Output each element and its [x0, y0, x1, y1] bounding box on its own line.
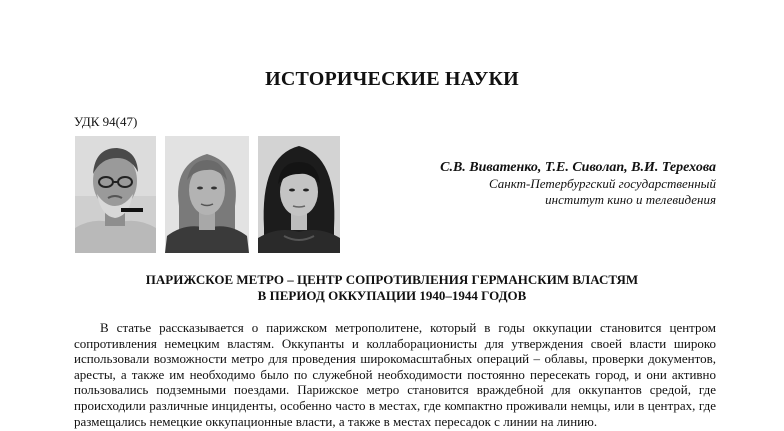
udk-code: УДК 94(47): [74, 114, 138, 129]
article-title: [0, 272, 784, 304]
author-portrait-woman-dark-hair-icon: [258, 136, 340, 253]
section-title: ИСТОРИЧЕСКИЕ НАУКИ: [265, 68, 519, 90]
author-names: С.В. Виватенко, Т.Е. Сиволап, В.И. Терехова: [440, 160, 716, 175]
affiliation-line-2: институт кино и телевидения: [545, 192, 716, 207]
author-block: [440, 160, 716, 208]
abstract-paragraph: В статье рассказывается о парижском метрополитене, который в годы оккупации становится центром сопротивления немецким властям. Оккупанты и коллаборационисты для утверждения своей власти широко использовали возможности метро для проведения широкомасштабных операций – облавы, проверки документов, аресты, а также им необходимо было по служебной необходимости постоянно пересекать город, и они активно пользовались подземными поездами. Парижское метро становится враждебной для оккупантов средой, где происходили различные инциденты, особенно часто в местах, где компактно проживали немцы, или в центрах, где размещались немецкие оккупационные власти, а также в местах пересадок с линии на линию.: [74, 320, 716, 429]
article-title-line-2: В ПЕРИОД ОККУПАЦИИ 1940–1944 ГОДОВ: [257, 288, 527, 303]
article-title-line-1: ПАРИЖСКОЕ МЕТРО – ЦЕНТР СОПРОТИВЛЕНИЯ ГЕРМАНСКИМ ВЛАСТЯМ: [145, 272, 639, 287]
author-portrait-woman-icon: [165, 136, 249, 253]
abstract: [74, 320, 716, 429]
affiliation-line-1: Санкт-Петербургский государственный: [489, 176, 716, 191]
author-portrait-man-icon: [75, 136, 156, 253]
